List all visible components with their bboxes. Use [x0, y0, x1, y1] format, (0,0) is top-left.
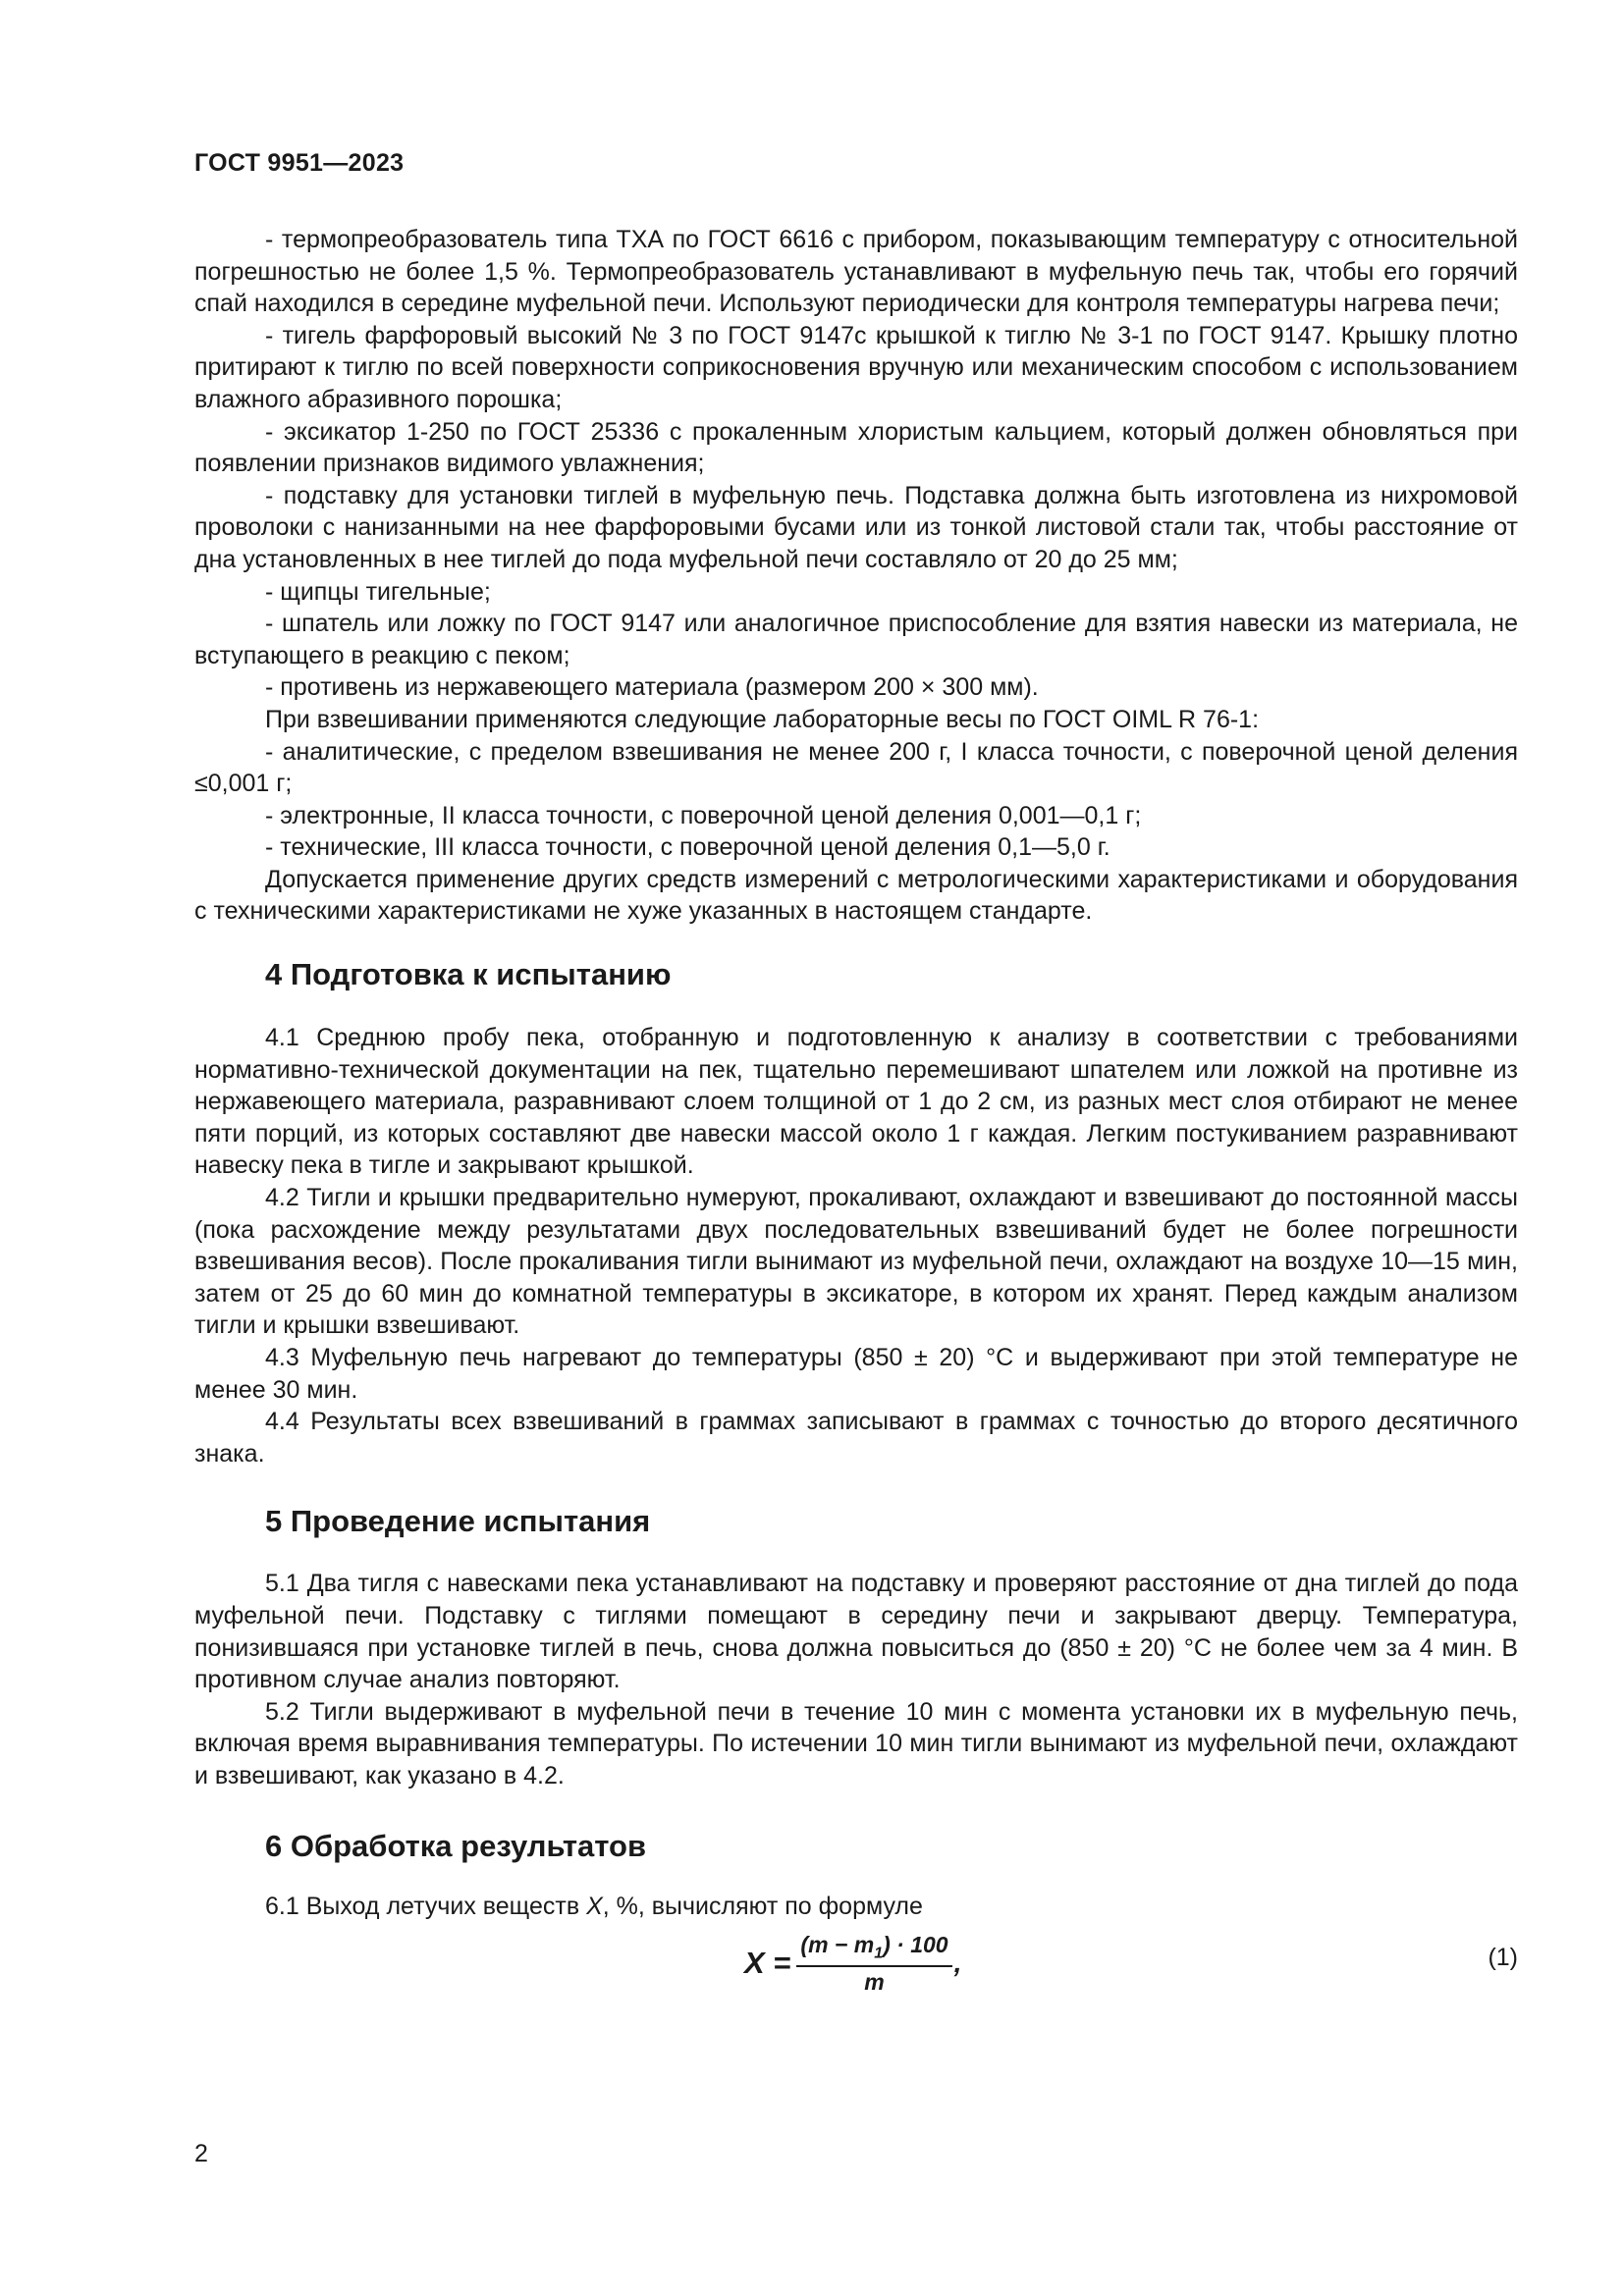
- paragraph-4-3: 4.3 Муфельную печь нагревают до температуры (850 ± 20) °С и выдерживают при этой температуре не менее 30 мин.: [194, 1344, 1518, 1404]
- section-heading-4: 4 Подготовка к испытанию: [265, 957, 672, 992]
- paragraph: Допускается применение других средств измерений с метрологическими характеристиками и оборудования с техническими характеристиками не хуже указанных в настоящем стандарте.: [194, 865, 1518, 926]
- paragraph-4-4: 4.4 Результаты всех взвешиваний в граммах записывают в граммах с точностью до второго десятичного знака.: [194, 1408, 1518, 1468]
- variable-x: X: [586, 1892, 603, 1920]
- document-body: [194, 224, 1518, 2002]
- formula-comma: ,: [953, 1948, 962, 1979]
- formula-num-tail: ) · 100: [883, 1932, 948, 1958]
- formula-lhs: X =: [744, 1946, 791, 1981]
- formula-denominator: m: [864, 1968, 885, 1995]
- paragraph-6-1-tail: , %, вычисляют по формуле: [602, 1892, 923, 1920]
- formula-fraction: [796, 1932, 951, 1996]
- paragraph-5-1: 5.1 Два тигля с навесками пека устанавливают на подставку и проверяют расстояние от дна тиглей до пода муфельной печи. Подставку с тиглями помещают в середину печи и закрывают дверцу. Температура, понизившаяся при установке тиглей в печь, снова должна повыситься до (850 ± 20) °С не более чем за 4 мин. В противном случае анализ повторяют.: [194, 1570, 1518, 1694]
- list-item: - технические, III класса точности, с поверочной ценой деления 0,1—5,0 г.: [265, 833, 1110, 862]
- list-item: - подставку для установки тиглей в муфельную печь. Подставка должна быть изготовлена из нихромовой проволоки с нанизанными на нее фарфоровыми бусами или из тонкой листовой стали так, чтобы расстояние от дна установленных в нее тиглей до пода муфельной печи составляло от 20 до 25 мм;: [194, 481, 1518, 573]
- page-number: 2: [194, 2140, 208, 2167]
- list-item: - тигель фарфоровый высокий № 3 по ГОСТ 9147с крышкой к тиглю № 3-1 по ГОСТ 9147. Крышку плотно притирают к тиглю по всей поверхности соприкосновения вручную или механическим способом с использованием влажного абразивного порошка;: [194, 321, 1518, 413]
- paragraph-6-1-text: 6.1 Выход летучих веществ: [265, 1892, 587, 1920]
- list-item: - электронные, II класса точности, с поверочной ценой деления 0,001—0,1 г;: [265, 801, 1142, 829]
- formula-row: [194, 1926, 1518, 2002]
- paragraph-4-1: 4.1 Среднюю пробу пека, отобранную и подготовленную к анализу в соответствии с требованиями нормативно-технической документации на пек, тщательно перемешивают шпателем или ложкой на противне из нержавеющего материала, разравнивают слоем толщиной от 1 до 2 см, из разных мест слоя отбирают не менее пяти порций, из которых составляют две навески массой около 1 г каждая. Легким постукиванием разравнивают навеску пека в тигле и закрывают крышкой.: [194, 1024, 1518, 1180]
- formula-numerator: [796, 1932, 951, 1967]
- paragraph-6-1: [194, 1891, 1518, 1923]
- formula-num-main: (m − m: [800, 1932, 875, 1958]
- paragraph-4-2: 4.2 Тигли и крышки предварительно нумеруют, прокаливают, охлаждают и взвешивают до постоянной массы (пока расхождение между результатами двух последовательных взвешиваний будет не более погрешности взвешивания весов). После прокаливания тигли вынимают из муфельной печи, охлаждают на воздухе 10—15 мин, затем от 25 до 60 мин до комнатной температуры в эксикаторе, в котором их хранят. Перед каждым анализом тигли и крышки взвешивают.: [194, 1184, 1518, 1340]
- list-item: - аналитические, с пределом взвешивания не менее 200 г, I класса точности, с поверочной ценой деления ≤0,001 г;: [194, 737, 1518, 798]
- list-item: - шпатель или ложку по ГОСТ 9147 или аналогичное приспособление для взятия навески из материала, не вступающего в реакцию с пеком;: [194, 610, 1518, 669]
- section-heading-5: 5 Проведение испытания: [265, 1504, 651, 1539]
- list-item: - щипцы тигельные;: [265, 577, 491, 606]
- paragraph: При взвешивании применяются следующие лабораторные весы по ГОСТ OIML R 76-1:: [265, 705, 1260, 733]
- formula: [744, 1932, 961, 1996]
- equation-number: (1): [1488, 1944, 1518, 1972]
- section-heading-6: 6 Обработка результатов: [265, 1828, 647, 1863]
- list-item: - эксикатор 1-250 по ГОСТ 25336 с прокаленным хлористым кальцием, который должен обновляться при появлении признаков видимого увлажнения;: [194, 417, 1518, 478]
- list-item: - термопреобразователь типа ТХА по ГОСТ 6616 с прибором, показывающим температуру с относительной погрешностью не более 1,5 %. Термопреобразователь устанавливают в муфельную печь так, чтобы его горячий спай находился в середине муфельной печи. Используют периодически для контроля температуры нагрева печи;: [194, 226, 1518, 318]
- document-header: ГОСТ 9951—2023: [194, 149, 405, 177]
- formula-num-sub: 1: [874, 1945, 884, 1962]
- paragraph-5-2: 5.2 Тигли выдерживают в муфельной печи в течение 10 мин с момента установки их в муфельную печь, включая время выравнивания температуры. По истечении 10 мин тигли вынимают из муфельной печи, охлаждают и взвешивают, как указано в 4.2.: [194, 1697, 1518, 1789]
- list-item: - противень из нержавеющего материала (размером 200 × 300 мм).: [265, 673, 1039, 702]
